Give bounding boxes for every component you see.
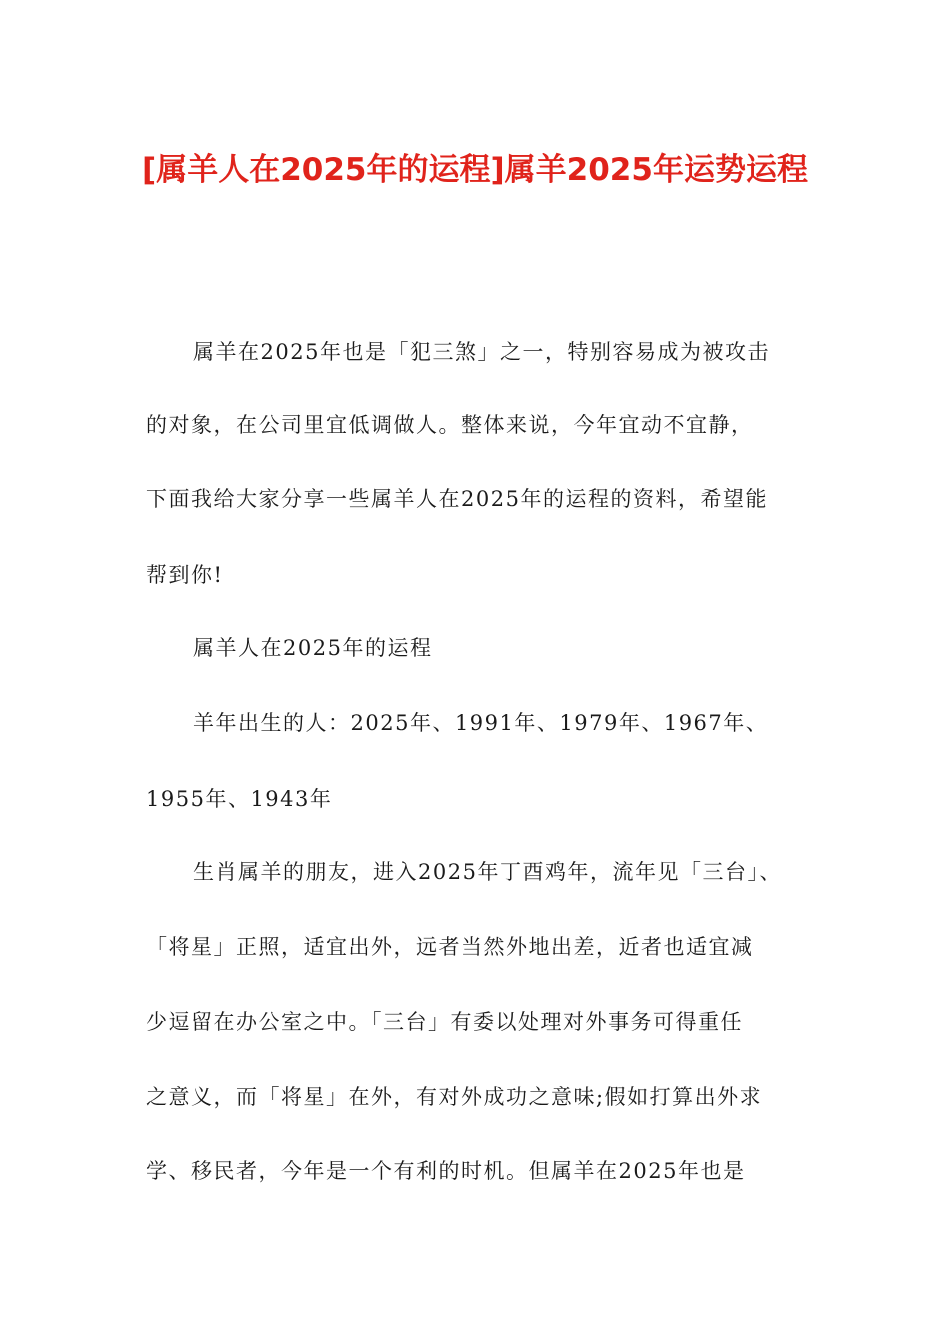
paragraph-line: 学、移民者，今年是一个有利的时机。但属羊在2025年也是 bbox=[146, 1159, 746, 1183]
paragraph-line: 属羊在2025年也是「犯三煞」之一，特别容易成为被攻击 bbox=[193, 340, 770, 364]
paragraph-line: 1955年、1943年 bbox=[146, 787, 333, 811]
paragraph-line: 之意义，而「将星」在外，有对外成功之意味;假如打算出外求 bbox=[146, 1085, 763, 1109]
paragraph-line: 生肖属羊的朋友，进入2025年丁酉鸡年，流年见「三台」、 bbox=[193, 860, 782, 884]
paragraph-line: 下面我给大家分享一些属羊人在2025年的运程的资料，希望能 bbox=[146, 487, 768, 511]
paragraph-line: 「将星」正照，适宜出外，远者当然外地出差，近者也适宜减 bbox=[146, 935, 754, 959]
section-heading: 属羊人在2025年的运程 bbox=[193, 636, 433, 660]
paragraph-line: 羊年出生的人：2025年、1991年、1979年、1967年、 bbox=[193, 711, 769, 735]
paragraph-line: 帮到你! bbox=[146, 563, 224, 587]
document-title: [属羊人在2025年的运程]属羊2025年运势运程 bbox=[142, 152, 808, 188]
paragraph-line: 的对象，在公司里宜低调做人。整体来说，今年宜动不宜静， bbox=[146, 413, 754, 437]
paragraph-line: 少逗留在办公室之中。「三台」有委以处理对外事务可得重任 bbox=[146, 1010, 743, 1034]
